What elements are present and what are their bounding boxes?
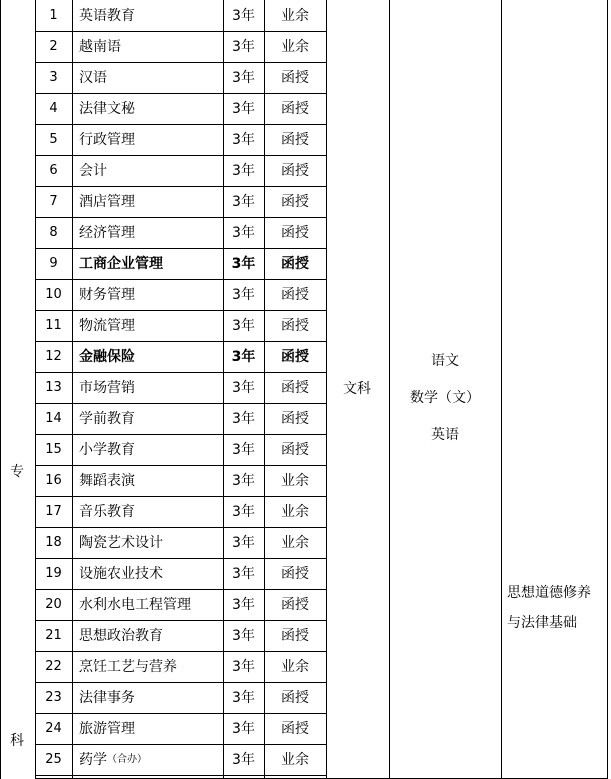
- major-name-note: （合办）: [107, 753, 147, 765]
- study-years: 3年: [232, 379, 255, 396]
- major-name: 市场营销: [79, 379, 135, 396]
- column-divider: [607, 0, 608, 779]
- major-name: 小学教育: [79, 441, 135, 458]
- study-years: 3年: [232, 38, 255, 55]
- study-mode: 业余: [281, 472, 309, 489]
- row-number: 17: [45, 503, 62, 519]
- column-divider: [326, 0, 327, 779]
- major-name: 会计: [79, 162, 107, 179]
- study-years: 3年: [232, 224, 255, 241]
- level-char-bottom: 科: [10, 733, 24, 749]
- major-name: 水利水电工程管理: [79, 596, 191, 613]
- study-mode: 函授: [281, 596, 309, 613]
- category-cell: 文科: [343, 381, 371, 397]
- study-years: 3年: [232, 286, 255, 303]
- major-name: 旅游管理: [79, 720, 135, 737]
- row-number: 11: [45, 317, 62, 333]
- study-mode: 函授: [281, 255, 309, 272]
- study-mode: 函授: [281, 317, 309, 334]
- study-years: 3年: [232, 658, 255, 675]
- row-number: 24: [45, 720, 62, 736]
- major-name: 财务管理: [79, 286, 135, 303]
- exam-subject: 英语: [431, 427, 459, 443]
- study-mode: 函授: [281, 193, 309, 210]
- study-mode: 函授: [281, 627, 309, 644]
- study-mode: 函授: [281, 565, 309, 582]
- row-number: 16: [45, 472, 62, 488]
- row-number: 22: [45, 658, 62, 674]
- column-divider: [501, 0, 502, 779]
- row-number: 7: [49, 193, 58, 209]
- study-years: 3年: [231, 255, 256, 272]
- study-years: 3年: [232, 534, 255, 551]
- study-years: 3年: [232, 131, 255, 148]
- study-mode: 函授: [281, 100, 309, 117]
- level-char-top: 专: [10, 464, 24, 480]
- extra-subject-cell: [507, 578, 607, 638]
- extra-subject-line: 思想道德修养: [507, 585, 591, 601]
- column-divider: [0, 0, 1, 779]
- major-name: 法律事务: [79, 689, 135, 706]
- column-divider: [389, 0, 390, 779]
- study-years: 3年: [232, 472, 255, 489]
- row-number: 6: [49, 162, 58, 178]
- row-number: 21: [45, 627, 62, 643]
- major-name: 金融保险: [79, 348, 135, 365]
- study-mode: 函授: [281, 379, 309, 396]
- study-years: 3年: [232, 162, 255, 179]
- study-years: 3年: [232, 751, 255, 768]
- row-number: 15: [45, 441, 62, 457]
- study-years: 3年: [232, 100, 255, 117]
- major-name: 经济管理: [79, 224, 135, 241]
- row-number: 12: [45, 348, 62, 364]
- exam-subject: 语文: [431, 353, 459, 369]
- row-number: 9: [49, 255, 58, 271]
- study-years: 3年: [232, 596, 255, 613]
- study-years: 3年: [232, 441, 255, 458]
- major-name: 设施农业技术: [79, 565, 163, 582]
- major-name: 工商企业管理: [79, 255, 163, 272]
- study-mode: 函授: [281, 348, 309, 365]
- study-years: 3年: [232, 69, 255, 86]
- major-name: 汉语: [79, 69, 107, 86]
- row-number: 18: [45, 534, 62, 550]
- study-years: 3年: [232, 565, 255, 582]
- row-divider: [35, 775, 326, 776]
- row-number: 14: [45, 410, 62, 426]
- exam-subjects-cell: [390, 343, 500, 454]
- major-name: 学前教育: [79, 410, 135, 427]
- row-number: 25: [45, 751, 62, 767]
- study-mode: 函授: [281, 131, 309, 148]
- study-mode: 业余: [281, 751, 309, 768]
- study-mode: 函授: [281, 441, 309, 458]
- study-years: 3年: [232, 720, 255, 737]
- row-number: 3: [49, 69, 58, 85]
- study-mode: 函授: [281, 69, 309, 86]
- row-number: 10: [45, 286, 62, 302]
- study-years: 3年: [232, 7, 255, 24]
- major-name: 陶瓷艺术设计: [79, 534, 163, 551]
- major-name: 物流管理: [79, 317, 135, 334]
- row-number: 2: [49, 38, 58, 54]
- row-number: 19: [45, 565, 62, 581]
- study-mode: 业余: [281, 534, 309, 551]
- row-number: 23: [45, 689, 62, 705]
- study-mode: 函授: [281, 689, 309, 706]
- major-name: 法律文秘: [79, 100, 135, 117]
- study-mode: 函授: [281, 224, 309, 241]
- study-mode: 函授: [281, 162, 309, 179]
- study-mode: 业余: [281, 658, 309, 675]
- study-years: 3年: [232, 193, 255, 210]
- major-name: 英语教育: [79, 7, 135, 24]
- study-mode: 函授: [281, 286, 309, 303]
- major-name: 行政管理: [79, 131, 135, 148]
- row-number: 8: [49, 224, 58, 240]
- study-years: 3年: [232, 410, 255, 427]
- exam-subject: 数学（文）: [410, 390, 480, 406]
- study-mode: 函授: [281, 720, 309, 737]
- row-number: 13: [45, 379, 62, 395]
- study-mode: 函授: [281, 410, 309, 427]
- study-years: 3年: [231, 348, 256, 365]
- major-name: 舞蹈表演: [79, 472, 135, 489]
- extra-subject-line: 与法律基础: [507, 615, 577, 631]
- study-years: 3年: [232, 627, 255, 644]
- major-name: 音乐教育: [79, 503, 135, 520]
- study-years: 3年: [232, 317, 255, 334]
- row-number: 1: [49, 7, 58, 23]
- study-years: 3年: [232, 503, 255, 520]
- study-mode: 业余: [281, 7, 309, 24]
- major-name: 思想政治教育: [79, 627, 163, 644]
- major-name: 越南语: [79, 38, 121, 55]
- row-number: 4: [49, 100, 58, 116]
- major-name: 烹饪工艺与营养: [79, 658, 177, 675]
- study-years: 3年: [232, 689, 255, 706]
- study-mode: 业余: [281, 38, 309, 55]
- major-name: 酒店管理: [79, 193, 135, 210]
- study-mode: 业余: [281, 503, 309, 520]
- major-name: 药学 （合办）: [79, 751, 147, 768]
- row-number: 20: [45, 596, 62, 612]
- row-number: 5: [49, 131, 58, 147]
